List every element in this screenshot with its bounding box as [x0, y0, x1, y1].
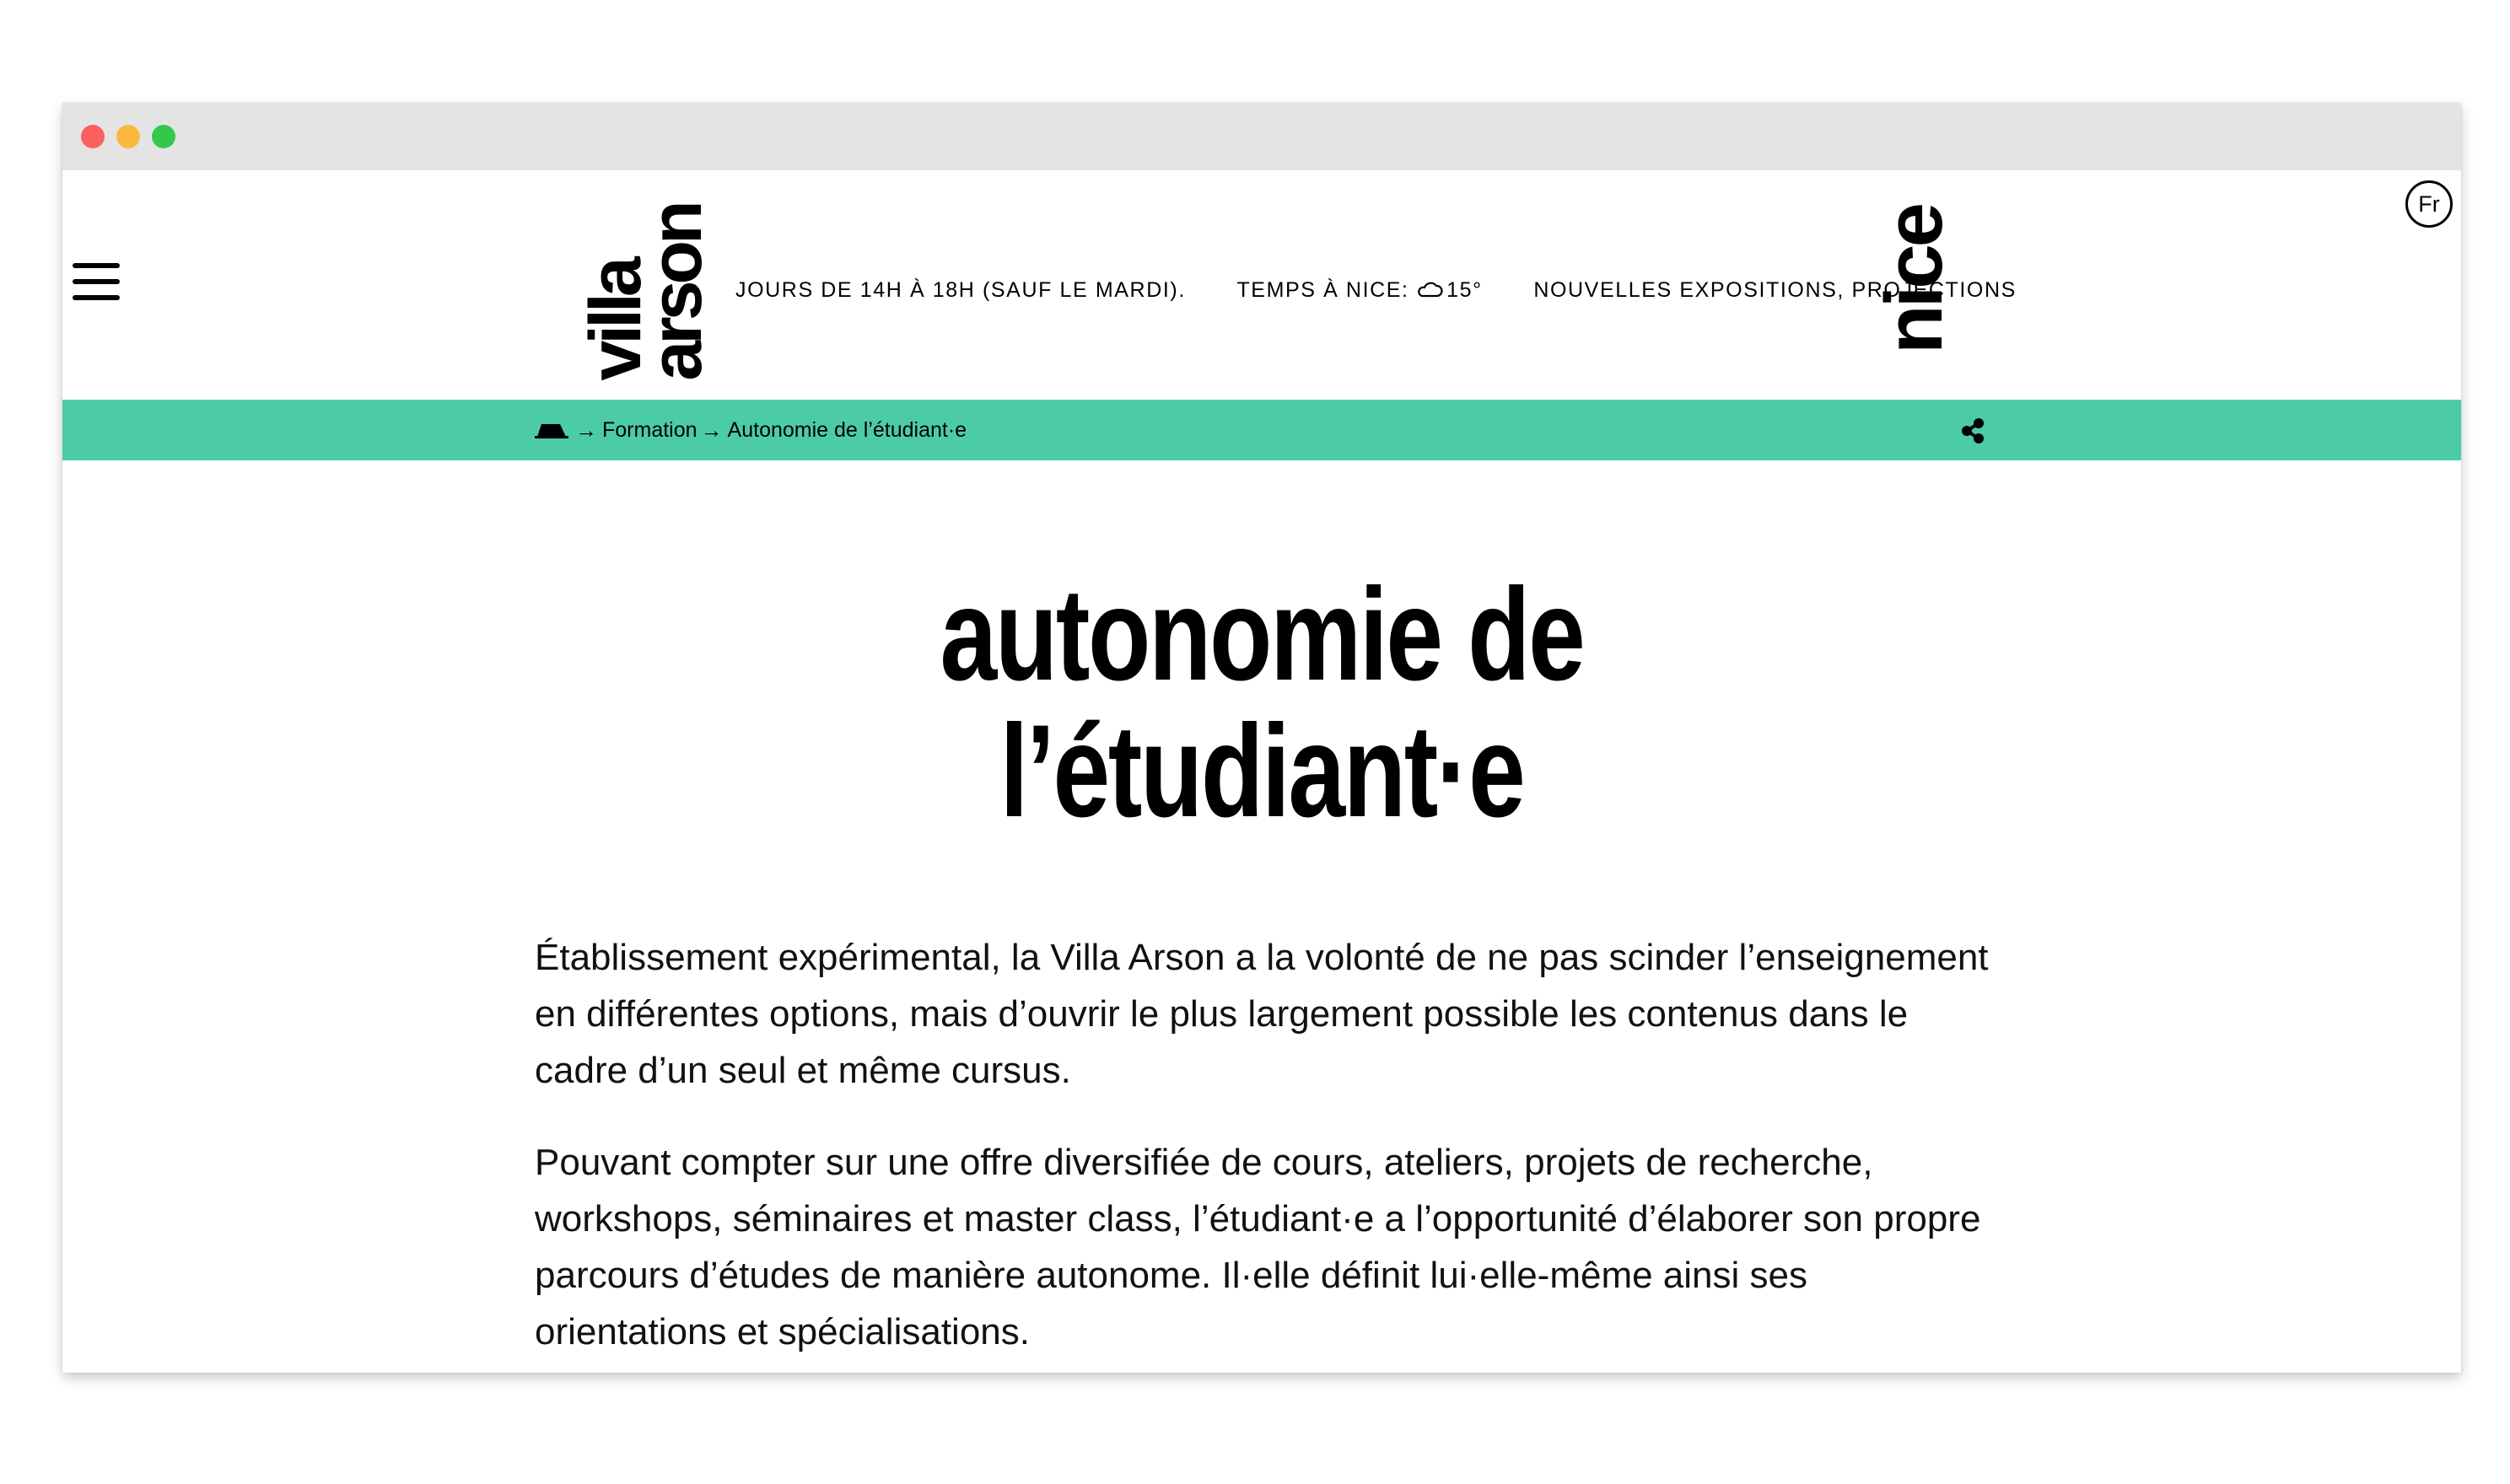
temperature-value: 15° — [1446, 278, 1483, 302]
weather-info — [1236, 273, 1482, 307]
home-icon[interactable] — [535, 421, 568, 439]
city-name: nice — [1869, 205, 1959, 355]
city-logo — [1864, 187, 1965, 373]
news-ticker — [735, 273, 2017, 307]
breadcrumb-bar — [62, 400, 2461, 460]
close-window-button[interactable] — [81, 125, 105, 148]
news-text: NOUVELLES EXPOSITIONS, PROJECTIONS — [1533, 278, 2017, 302]
weather-label: TEMPS À NICE: — [1236, 278, 1409, 302]
breadcrumb — [535, 400, 967, 460]
page-title — [326, 562, 2197, 845]
breadcrumb-item-formation[interactable]: Formation — [602, 417, 698, 442]
breadcrumb-item-current: Autonomie de l’étudiant·e — [727, 417, 967, 442]
villa-arson-logo[interactable] — [575, 179, 717, 406]
article-body — [535, 929, 2002, 1395]
logo-line-arson: arson — [636, 204, 717, 381]
logo-line-villa: villa — [575, 261, 656, 381]
share-icon[interactable] — [1958, 417, 1987, 445]
opening-hours-text: JOURS DE 14H À 18H (SAUF LE MARDI). — [735, 278, 1186, 302]
breadcrumb-separator: → — [575, 417, 597, 443]
minimize-window-button[interactable] — [116, 125, 140, 148]
breadcrumb-separator: → — [700, 417, 723, 443]
cloud-icon — [1416, 282, 1443, 298]
paragraph-intro: Établissement expérimental, la Villa Arson a la volonté de ne pas scinder l’enseignement en différentes options, mais d’ouvrir le plus largement possible les contenus dans le cadre d’un seul et même cursus. — [535, 937, 1989, 1091]
page-title-line-2: l’étudiant·e — [999, 698, 1524, 845]
paragraph-curriculum: Pouvant compter sur une offre diversifiée de cours, ateliers, projets de recherche, workshops, séminaires et master class, l’étudiant·e a l’opportunité d’élaborer son propre parcours d’études de manière autonome. Il·elle définit lui·elle-même ainsi ses orientations et spécialisations. — [535, 1142, 1981, 1352]
browser-window — [62, 103, 2461, 1373]
language-switch-button[interactable]: Fr — [2405, 180, 2453, 228]
page-title-line-1: autonomie de — [940, 562, 1584, 708]
zoom-window-button[interactable] — [152, 125, 175, 148]
window-titlebar — [62, 103, 2461, 170]
hamburger-menu-icon[interactable] — [73, 263, 120, 302]
